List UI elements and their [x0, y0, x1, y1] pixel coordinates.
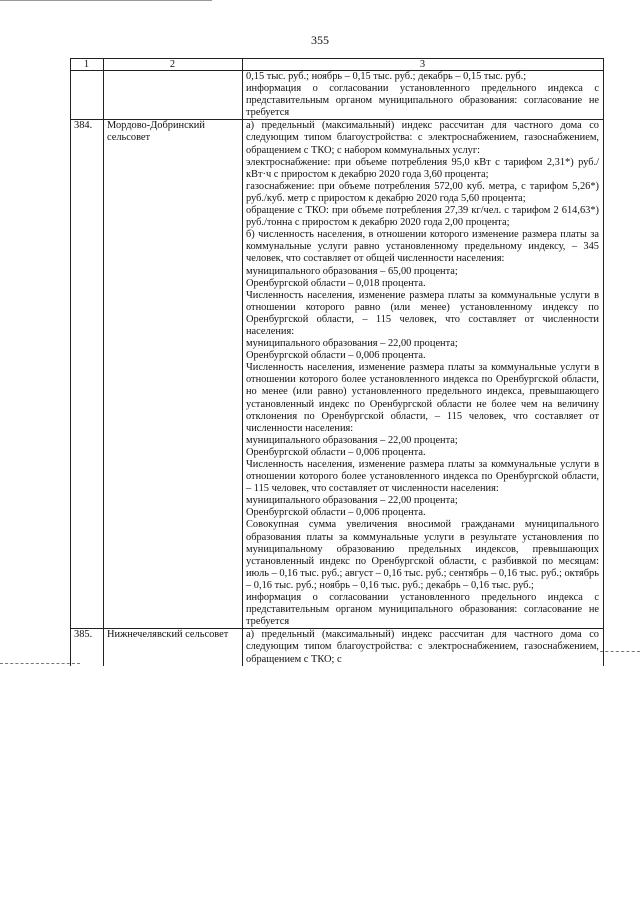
- paragraph: Численность населения, изменение размера платы за коммунальные услуги в отношении которого более установленного индекса по Оренбургской области, – 115 человек, что составляет от численности населения:: [246, 459, 599, 495]
- row-content: [243, 71, 604, 120]
- scan-artifact-line: [0, 663, 80, 664]
- paragraph: муниципального образования – 22,00 процента;: [246, 338, 458, 350]
- paragraph: б) численность населения, в отношении которого изменение размера платы за коммунальные услуги равно установленному предельному индексу, – 345 человек, что составляет от общей численности населения:: [246, 229, 599, 265]
- page-number: 355: [311, 33, 329, 47]
- paragraph: информация о согласовании установленного предельного индекса с представительным органом муниципального образования: согласование не требуется: [246, 83, 599, 119]
- paragraph: муниципального образования – 22,00 процента;: [246, 495, 458, 507]
- row-number: 385.: [71, 629, 104, 666]
- paragraph: электроснабжение: при объеме потребления 95,0 кВт с тарифом 2,31*) руб./кВт·ч с приростом к декабрю 2020 года 3,60 процента;: [246, 156, 599, 180]
- paragraph: Совокупная сумма увеличения вносимой гражданами муниципального образования платы за коммунальные услуги в результате установления по муниципальному образованию предельных индексов, превышающих установленный индекс по Оренбургской области, с разбивкой по месяцам: июль – 0,16 тыс. руб.; август – 0,16 тыс. руб.; сентябрь – 0,16 тыс. руб.; октябрь – 0,16 тыс. руб.; ноябрь – 0,16 тыс. руб.; декабрь – 0,16 тыс. руб.;: [246, 519, 599, 591]
- row-number: 384.: [71, 120, 104, 629]
- paragraph: а) предельный (максимальный) индекс рассчитан для частного дома со следующим типом благоустройства: с электроснабжением, газоснабжением, обращением с ТКО; с: [246, 629, 599, 665]
- paragraph: информация о согласовании установленного предельного индекса с представительным органом муниципального образования: согласование не требуется: [246, 592, 599, 628]
- paragraph: обращение с ТКО: при объеме потребления 27,39 кг/чел. с тарифом 2 614,63*) руб./тонна с приростом к декабрю 2020 года 2,00 процента;: [246, 205, 599, 229]
- row-number: [71, 71, 104, 120]
- municipality-name: [104, 71, 243, 120]
- paragraph: Оренбургской области – 0,006 процента.: [246, 446, 426, 458]
- paragraph: Оренбургской области – 0,006 процента.: [246, 507, 426, 519]
- paragraph: муниципального образования – 65,00 процента;: [246, 265, 458, 277]
- paragraph: газоснабжение: при объеме потребления 572,00 куб. метра, с тарифом 5,26*) руб./куб. метр с приростом к декабрю 2020 года 5,60 процента;: [246, 180, 599, 204]
- paragraph: а) предельный (максимальный) индекс рассчитан для частного дома со следующим типом благоустройства: с электроснабжением, газоснабжением, обращением с ТКО; с набором коммунальных услуг:: [246, 120, 599, 156]
- municipality-name: Мордово-Добринский сельсовет: [104, 120, 243, 629]
- paragraph: Численность населения, изменение размера платы за коммунальные услуги в отношении которого более установленного индекса по Оренбургской области, но менее (или равно) установленного предельного индекса, превышающего установленный индекс по Оренбургской области не более чем на величину отклонения по Оренбургской области, – 115 человек, что составляет от численности населения:: [246, 362, 599, 434]
- table-row-continued: [71, 71, 604, 120]
- scan-artifact-line: [600, 651, 640, 652]
- municipal-index-table: [70, 58, 604, 666]
- paragraph: Оренбургской области – 0,018 процента.: [246, 277, 426, 289]
- column-header-1: 1: [71, 59, 104, 71]
- row-content: [243, 120, 604, 629]
- paragraph: муниципального образования – 22,00 процента;: [246, 434, 458, 446]
- table-row-385: [71, 629, 604, 666]
- scan-artifact-line: [0, 0, 212, 1]
- column-header-3: 3: [243, 59, 604, 71]
- column-header-2: 2: [104, 59, 243, 71]
- table-header-row: [71, 59, 604, 71]
- municipality-name: Нижнечелявский сельсовет: [104, 629, 243, 666]
- paragraph: 0,15 тыс. руб.; ноябрь – 0,15 тыс. руб.; декабрь – 0,15 тыс. руб.;: [246, 71, 527, 82]
- paragraph: Численность населения, изменение размера платы за коммунальные услуги в отношении которого равно (или менее) установленному индексу по Оренбургской области, – 115 человек, что составляет от численности населения:: [246, 289, 599, 337]
- row-content: [243, 629, 604, 666]
- table-row-384: [71, 120, 604, 629]
- paragraph: Оренбургской области – 0,006 процента.: [246, 350, 426, 362]
